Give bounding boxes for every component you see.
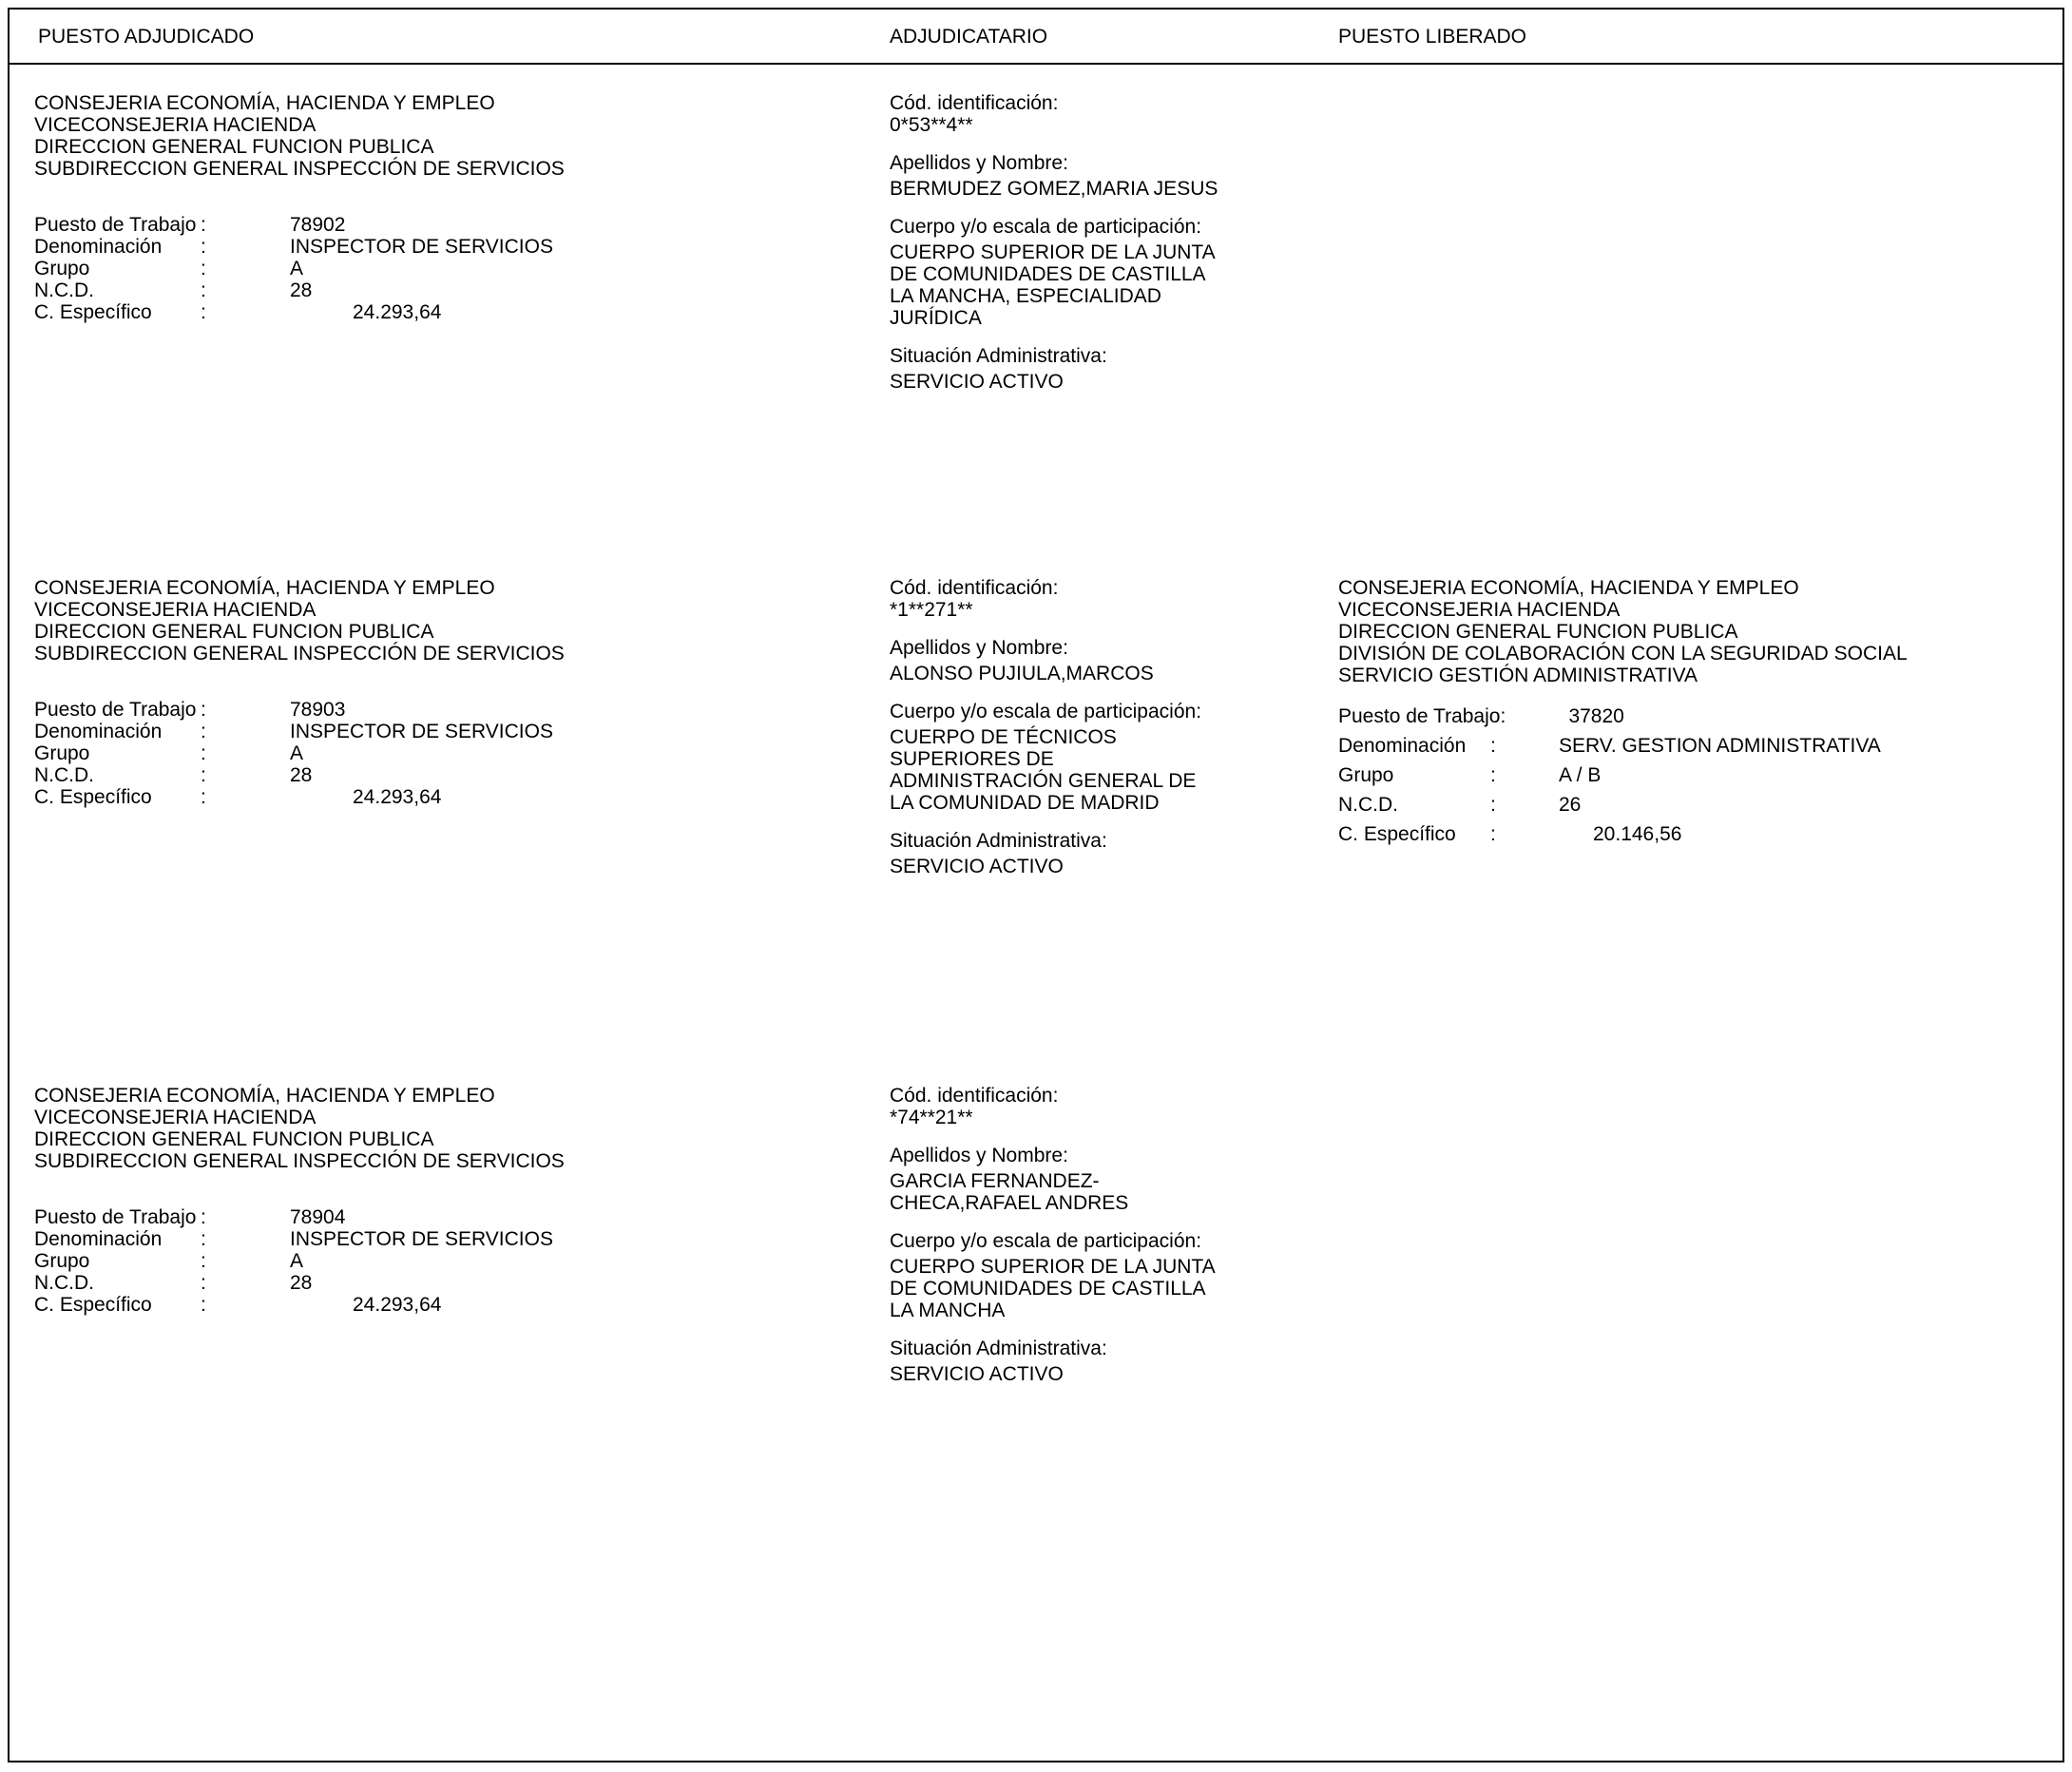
field-value: 37820 <box>1568 705 1624 727</box>
cuerpo-escala-section <box>890 1230 1224 1321</box>
org-line: SUBDIRECCION GENERAL INSPECCIÓN DE SERVICIOS <box>34 158 565 180</box>
field-row <box>34 786 854 808</box>
field-label: Grupo <box>34 1250 90 1272</box>
field-value: 26 <box>1559 794 1582 816</box>
org-unit-block <box>34 92 854 180</box>
field-colon: : <box>201 1228 206 1250</box>
cuerpo-escala-section <box>890 701 1224 814</box>
cod-identificacion-label: Cód. identificación: <box>890 92 1059 114</box>
cuerpo-escala-value: CUERPO DE TÉCNICOS SUPERIORES DE ADMINISTRACIÓN GENERAL DE LA COMUNIDAD DE MADRID <box>890 726 1197 814</box>
field-row <box>34 214 854 236</box>
header-adjudicatario: ADJUDICATARIO <box>890 26 1048 48</box>
field-colon: : <box>201 214 206 236</box>
org-line: VICECONSEJERIA HACIENDA <box>1338 599 1621 621</box>
org-unit-block <box>34 1085 854 1172</box>
field-label: Denominación <box>1338 735 1467 757</box>
field-value: A <box>290 258 304 279</box>
field-value: 28 <box>290 764 313 786</box>
header-puesto-liberado: PUESTO LIBERADO <box>1338 26 1527 48</box>
field-row <box>1338 735 1967 757</box>
field-value: A / B <box>1559 764 1602 786</box>
cuerpo-escala-label: Cuerpo y/o escala de participación: <box>890 701 1202 722</box>
cod-identificacion-value: *1**271** <box>890 599 973 621</box>
field-colon: : <box>1490 823 1496 845</box>
header-puesto-adjudicado: PUESTO ADJUDICADO <box>38 26 255 48</box>
situacion-administrativa-label: Situación Administrativa: <box>890 345 1107 367</box>
puesto-adjudicado-cell <box>10 92 882 393</box>
puesto-adjudicado-cell <box>10 577 882 877</box>
org-line: SUBDIRECCION GENERAL INSPECCIÓN DE SERVICIOS <box>34 643 565 664</box>
apellidos-nombre-value: ALONSO PUJIULA,MARCOS <box>890 663 1154 684</box>
field-value: INSPECTOR DE SERVICIOS <box>290 236 553 258</box>
field-label: N.C.D. <box>1338 794 1398 816</box>
field-label: Grupo <box>34 742 90 764</box>
situacion-administrativa-section <box>890 830 1224 877</box>
apellidos-nombre-section <box>890 637 1224 684</box>
cod-identificacion-section <box>890 92 1224 136</box>
field-colon: : <box>1490 794 1496 816</box>
situacion-administrativa-label: Situación Administrativa: <box>890 830 1107 852</box>
cuerpo-escala-value: CUERPO SUPERIOR DE LA JUNTA DE COMUNIDADES DE CASTILLA LA MANCHA <box>890 1256 1215 1321</box>
field-label: C. Específico <box>1338 823 1456 845</box>
field-row <box>34 1294 854 1316</box>
puesto-fields <box>34 214 854 323</box>
field-row <box>34 764 854 786</box>
org-unit-block <box>1338 577 1967 686</box>
field-row <box>34 301 854 323</box>
field-label: Puesto de Trabajo <box>1338 705 1501 727</box>
field-row <box>34 1228 854 1250</box>
field-value: SERV. GESTION ADMINISTRATIVA <box>1559 735 1881 757</box>
field-colon: : <box>201 236 206 258</box>
field-value: 78902 <box>290 214 346 236</box>
apellidos-nombre-value: GARCIA FERNANDEZ-CHECA,RAFAEL ANDRES <box>890 1170 1129 1214</box>
org-line: SUBDIRECCION GENERAL INSPECCIÓN DE SERVICIOS <box>34 1150 565 1172</box>
field-colon: : <box>201 301 206 323</box>
cuerpo-escala-value: CUERPO SUPERIOR DE LA JUNTA DE COMUNIDADES DE CASTILLA LA MANCHA, ESPECIALIDAD JURÍDICA <box>890 241 1215 329</box>
field-colon: : <box>201 279 206 301</box>
org-line: CONSEJERIA ECONOMÍA, HACIENDA Y EMPLEO <box>1338 577 1799 599</box>
puesto-fields <box>1338 705 1967 845</box>
org-line: VICECONSEJERIA HACIENDA <box>34 114 317 136</box>
field-colon: : <box>1500 705 1506 727</box>
field-label: N.C.D. <box>34 1272 94 1294</box>
field-row <box>34 1206 854 1228</box>
field-row <box>1338 794 1967 816</box>
org-line: VICECONSEJERIA HACIENDA <box>34 1107 317 1128</box>
field-row <box>1338 823 1967 845</box>
field-colon: : <box>1490 764 1496 786</box>
field-label: C. Específico <box>34 301 152 323</box>
field-row <box>34 721 854 742</box>
cuerpo-escala-section <box>890 216 1224 329</box>
field-colon: : <box>201 1206 206 1228</box>
field-value: 24.293,64 <box>353 1294 442 1316</box>
field-row <box>1338 705 1967 727</box>
field-colon: : <box>1490 735 1496 757</box>
field-row <box>34 699 854 721</box>
cod-identificacion-section <box>890 1085 1224 1128</box>
org-line: CONSEJERIA ECONOMÍA, HACIENDA Y EMPLEO <box>34 577 495 599</box>
field-label: Denominación <box>34 721 163 742</box>
field-value: 24.293,64 <box>353 301 442 323</box>
field-label: C. Específico <box>34 1294 152 1316</box>
apellidos-nombre-label: Apellidos y Nombre: <box>890 152 1068 174</box>
field-value: INSPECTOR DE SERVICIOS <box>290 721 553 742</box>
field-label: Grupo <box>34 258 90 279</box>
field-row <box>1338 764 1967 786</box>
situacion-administrativa-label: Situación Administrativa: <box>890 1338 1107 1359</box>
org-line: SERVICIO GESTIÓN ADMINISTRATIVA <box>1338 664 1698 686</box>
situacion-administrativa-section <box>890 345 1224 393</box>
field-colon: : <box>201 1294 206 1316</box>
field-value: 20.146,56 <box>1593 823 1682 845</box>
adjudicatario-cell <box>882 577 1329 877</box>
situacion-administrativa-section <box>890 1338 1224 1385</box>
situacion-administrativa-value: SERVICIO ACTIVO <box>890 371 1064 393</box>
gazette-table-page <box>8 8 2064 1762</box>
cod-identificacion-value: 0*53**4** <box>890 114 973 136</box>
field-label: Puesto de Trabajo <box>34 699 197 721</box>
table-body <box>10 67 2062 1761</box>
field-row <box>34 742 854 764</box>
org-line: DIVISIÓN DE COLABORACIÓN CON LA SEGURIDAD SOCIAL <box>1338 643 1908 664</box>
field-row <box>34 1272 854 1294</box>
field-label: N.C.D. <box>34 764 94 786</box>
table-row <box>10 1085 2062 1385</box>
field-label: N.C.D. <box>34 279 94 301</box>
org-line: CONSEJERIA ECONOMÍA, HACIENDA Y EMPLEO <box>34 92 495 114</box>
situacion-administrativa-value: SERVICIO ACTIVO <box>890 1363 1064 1385</box>
apellidos-nombre-label: Apellidos y Nombre: <box>890 637 1068 659</box>
cuerpo-escala-label: Cuerpo y/o escala de participación: <box>890 1230 1202 1252</box>
puesto-liberado-cell <box>1329 92 2062 393</box>
field-label: C. Específico <box>34 786 152 808</box>
table-header-row <box>10 10 2062 65</box>
field-label: Puesto de Trabajo <box>34 214 197 236</box>
org-line: CONSEJERIA ECONOMÍA, HACIENDA Y EMPLEO <box>34 1085 495 1107</box>
situacion-administrativa-value: SERVICIO ACTIVO <box>890 856 1064 877</box>
field-row <box>34 236 854 258</box>
apellidos-nombre-value: BERMUDEZ GOMEZ,MARIA JESUS <box>890 178 1218 200</box>
apellidos-nombre-label: Apellidos y Nombre: <box>890 1145 1068 1166</box>
field-value: A <box>290 742 304 764</box>
cod-identificacion-section <box>890 577 1224 621</box>
field-colon: : <box>201 1250 206 1272</box>
table-row <box>10 92 2062 393</box>
table-row <box>10 577 2062 877</box>
org-line: DIRECCION GENERAL FUNCION PUBLICA <box>34 136 434 158</box>
cuerpo-escala-label: Cuerpo y/o escala de participación: <box>890 216 1202 238</box>
field-colon: : <box>201 1272 206 1294</box>
apellidos-nombre-section <box>890 1145 1224 1214</box>
field-value: 28 <box>290 279 313 301</box>
field-value: 28 <box>290 1272 313 1294</box>
field-colon: : <box>201 764 206 786</box>
org-line: VICECONSEJERIA HACIENDA <box>34 599 317 621</box>
puesto-fields <box>34 1206 854 1316</box>
field-colon: : <box>201 699 206 721</box>
puesto-adjudicado-cell <box>10 1085 882 1385</box>
org-line: DIRECCION GENERAL FUNCION PUBLICA <box>1338 621 1738 643</box>
field-value: 78904 <box>290 1206 346 1228</box>
field-colon: : <box>201 721 206 742</box>
puesto-liberado-cell <box>1329 1085 2062 1385</box>
field-value: A <box>290 1250 304 1272</box>
puesto-fields <box>34 699 854 808</box>
field-row <box>34 258 854 279</box>
field-label: Denominación <box>34 236 163 258</box>
field-row <box>34 279 854 301</box>
puesto-liberado-cell <box>1329 577 2062 877</box>
field-value: INSPECTOR DE SERVICIOS <box>290 1228 553 1250</box>
org-line: DIRECCION GENERAL FUNCION PUBLICA <box>34 621 434 643</box>
cod-identificacion-label: Cód. identificación: <box>890 1085 1059 1107</box>
org-line: DIRECCION GENERAL FUNCION PUBLICA <box>34 1128 434 1150</box>
cod-identificacion-value: *74**21** <box>890 1107 973 1128</box>
adjudicatario-cell <box>882 1085 1329 1385</box>
org-unit-block <box>34 577 854 664</box>
field-colon: : <box>201 786 206 808</box>
field-label: Grupo <box>1338 764 1394 786</box>
field-colon: : <box>201 258 206 279</box>
cod-identificacion-label: Cód. identificación: <box>890 577 1059 599</box>
field-label: Puesto de Trabajo <box>34 1206 197 1228</box>
adjudicatario-cell <box>882 92 1329 393</box>
field-colon: : <box>201 742 206 764</box>
field-label: Denominación <box>34 1228 163 1250</box>
field-value: 78903 <box>290 699 346 721</box>
field-value: 24.293,64 <box>353 786 442 808</box>
apellidos-nombre-section <box>890 152 1224 200</box>
field-row <box>34 1250 854 1272</box>
